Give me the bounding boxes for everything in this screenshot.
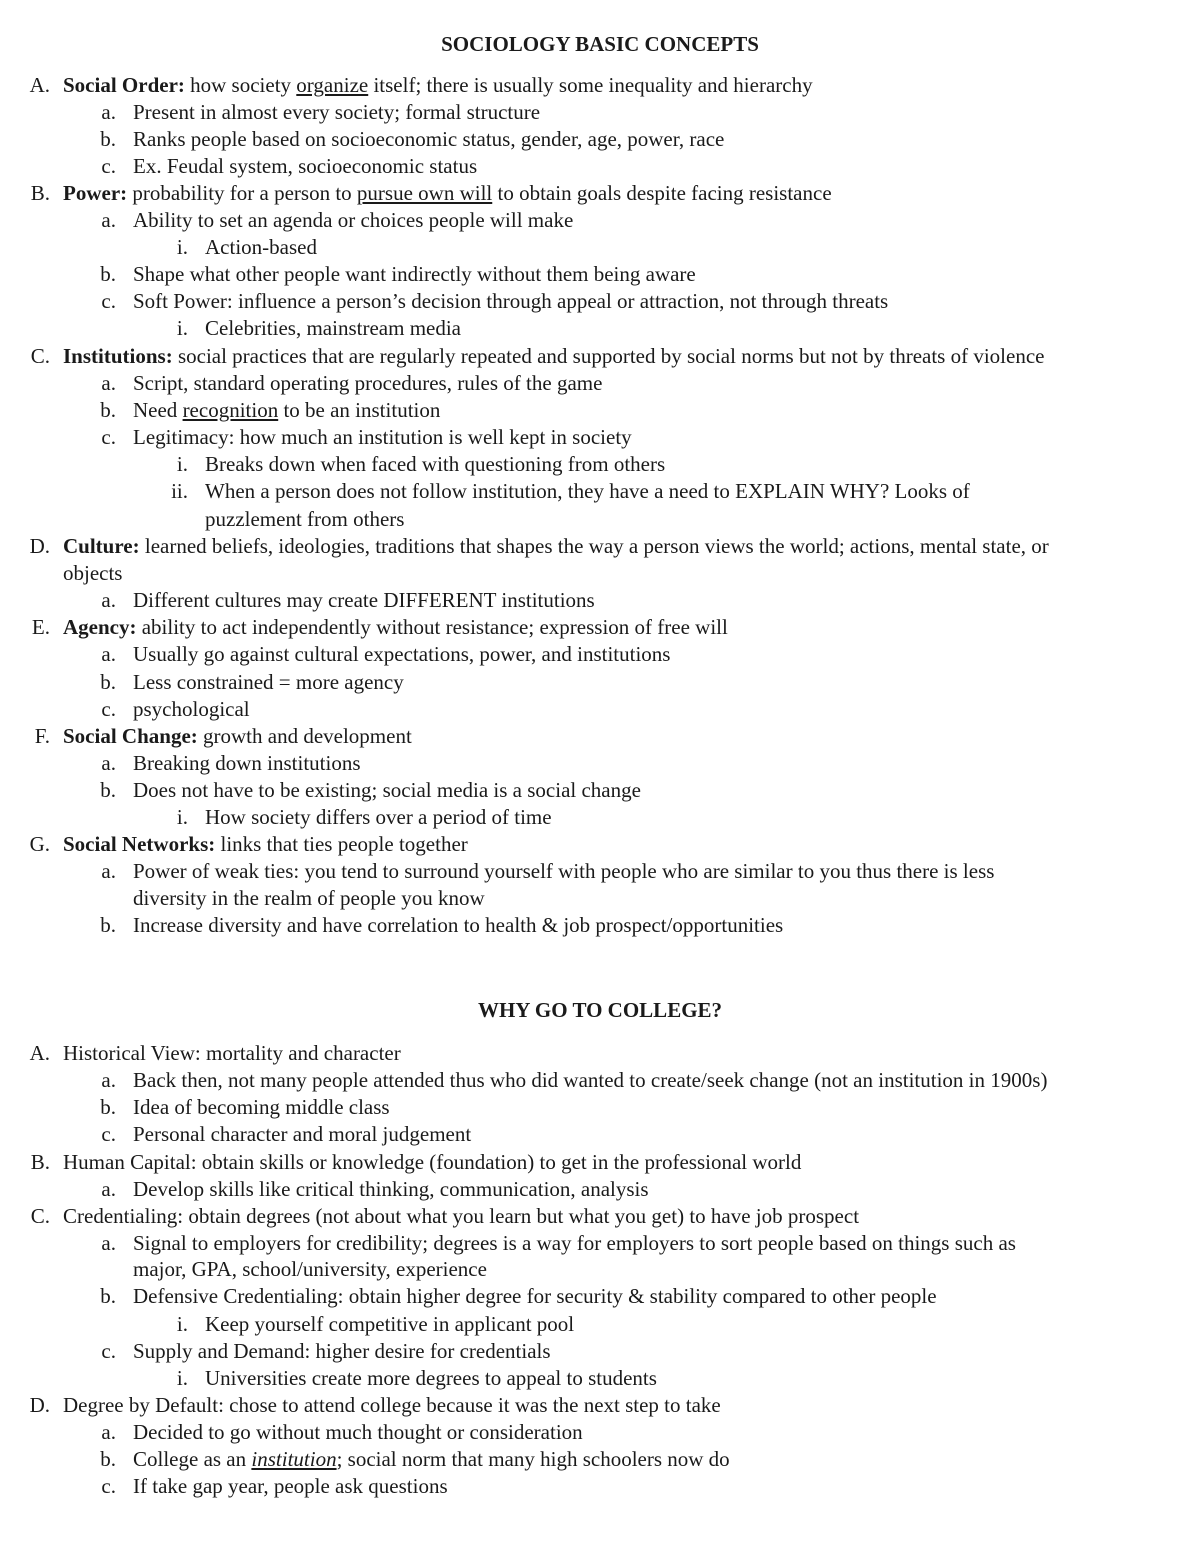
- list-item-continuation: major, GPA, school/university, experience: [133, 1257, 487, 1281]
- list-marker: c.: [101, 425, 116, 449]
- list-item: Legitimacy: how much an institution is well kept in society: [133, 425, 632, 449]
- item-social-networks: [63, 831, 468, 858]
- list-marker: C.: [30, 1204, 50, 1228]
- list-item: Personal character and moral judgement: [133, 1122, 472, 1146]
- list-item-continuation: puzzlement from others: [205, 507, 405, 531]
- definition-text: probability for a person to: [127, 181, 357, 205]
- item-agency: [63, 614, 728, 641]
- definition-text: how society: [184, 73, 297, 97]
- underlined-text: pursue own will: [356, 181, 493, 205]
- list-item-text: Need: [133, 398, 183, 422]
- list-item: Script, standard operating procedures, rules of the game: [133, 371, 603, 395]
- list-item: Universities create more degrees to appeal to students: [205, 1366, 657, 1390]
- list-item: psychological: [133, 697, 250, 721]
- list-marker: F.: [34, 724, 50, 748]
- term-culture: Culture:: [63, 534, 140, 558]
- emphasized-text: institution: [251, 1447, 337, 1471]
- term-agency: Agency:: [63, 615, 137, 639]
- list-marker: a.: [101, 859, 116, 883]
- list-marker: a.: [101, 642, 116, 666]
- underlined-text: recognition: [182, 398, 279, 422]
- list-item: Idea of becoming middle class: [133, 1095, 390, 1119]
- list-marker: b.: [100, 913, 116, 937]
- list-marker: a.: [101, 100, 116, 124]
- list-item-continuation: objects: [63, 561, 123, 585]
- list-item: [133, 1446, 730, 1473]
- list-marker: i.: [176, 452, 188, 476]
- item-credentialing: Credentialing: obtain degrees (not about what you learn but what you get) to have job prospect: [63, 1204, 860, 1228]
- list-marker: a.: [101, 588, 116, 612]
- list-item: Power of weak ties: you tend to surround yourself with people who are similar to you thus there is less: [133, 859, 995, 883]
- term-social-networks: Social Networks:: [63, 832, 216, 856]
- list-marker: b.: [100, 670, 116, 694]
- list-marker: a.: [101, 208, 116, 232]
- list-marker: B.: [30, 1150, 50, 1174]
- underlined-text: organize: [296, 73, 369, 97]
- list-marker: c.: [101, 289, 116, 313]
- definition-text: itself; there is usually some inequality and hierarchy: [368, 73, 813, 97]
- list-item: Ranks people based on socioeconomic status, gender, age, power, race: [133, 127, 725, 151]
- list-marker: A.: [29, 1041, 50, 1065]
- list-marker: i.: [176, 1366, 188, 1390]
- list-item-text: to be an institution: [278, 398, 441, 422]
- list-item: Soft Power: influence a person’s decision through appeal or attraction, not through threats: [133, 289, 889, 313]
- list-item: [133, 397, 440, 424]
- item-human-capital: Human Capital: obtain skills or knowledge (foundation) to get in the professional world: [63, 1150, 802, 1174]
- list-marker: a.: [101, 751, 116, 775]
- definition-text: growth and development: [197, 724, 412, 748]
- list-marker: c.: [101, 697, 116, 721]
- list-item-continuation: diversity in the realm of people you know: [133, 886, 485, 910]
- list-item: Present in almost every society; formal structure: [133, 100, 541, 124]
- list-marker: E.: [31, 615, 50, 639]
- list-marker: ii.: [171, 479, 188, 503]
- term-institutions: Institutions:: [63, 344, 173, 368]
- list-marker: b.: [100, 778, 116, 802]
- list-marker: a.: [101, 371, 116, 395]
- list-item: Ex. Feudal system, socioeconomic status: [133, 154, 478, 178]
- list-marker: a.: [101, 1068, 116, 1092]
- list-item-text: College as an: [133, 1447, 252, 1471]
- item-degree-by-default: Degree by Default: chose to attend college because it was the next step to take: [63, 1393, 721, 1417]
- list-item: Ability to set an agenda or choices people will make: [133, 208, 574, 232]
- list-marker: B.: [30, 181, 50, 205]
- list-marker: G.: [29, 832, 50, 856]
- section-title-sociology-basic-concepts: SOCIOLOGY BASIC CONCEPTS: [441, 32, 759, 56]
- list-marker: a.: [101, 1420, 116, 1444]
- list-item: If take gap year, people ask questions: [133, 1474, 448, 1498]
- list-marker: a.: [101, 1177, 116, 1201]
- list-marker: i.: [176, 805, 188, 829]
- item-social-change: [63, 723, 412, 750]
- list-item: Shape what other people want indirectly without them being aware: [133, 262, 696, 286]
- list-item-text: ; social norm that many high schoolers now do: [336, 1447, 730, 1471]
- list-item: Keep yourself competitive in applicant pool: [205, 1312, 575, 1336]
- list-marker: i.: [176, 1312, 188, 1336]
- definition-text: ability to act independently without resistance; expression of free will: [136, 615, 728, 639]
- list-marker: a.: [101, 1231, 116, 1255]
- item-culture: [63, 533, 1049, 560]
- list-marker: A.: [29, 73, 50, 97]
- item-historical-view: Historical View: mortality and character: [63, 1041, 401, 1065]
- section-title-why-go-to-college: WHY GO TO COLLEGE?: [477, 998, 723, 1022]
- list-item: Breaks down when faced with questioning from others: [205, 452, 666, 476]
- list-item: How society differs over a period of time: [205, 805, 552, 829]
- list-marker: b.: [100, 127, 116, 151]
- item-power: [63, 180, 832, 207]
- list-marker: c.: [101, 1122, 116, 1146]
- definition-text: to obtain goals despite facing resistance: [492, 181, 832, 205]
- list-item: Signal to employers for credibility; degrees is a way for employers to sort people based on things such as: [133, 1231, 1016, 1255]
- list-marker: b.: [100, 1095, 116, 1119]
- list-item: When a person does not follow institution, they have a need to EXPLAIN WHY? Looks of: [205, 479, 970, 503]
- list-marker: b.: [100, 1284, 116, 1308]
- list-marker: i.: [176, 235, 188, 259]
- list-marker: c.: [101, 1474, 116, 1498]
- item-social-order: [63, 72, 813, 99]
- list-item: Different cultures may create DIFFERENT institutions: [133, 588, 595, 612]
- list-item: Breaking down institutions: [133, 751, 361, 775]
- list-marker: D.: [29, 1393, 50, 1417]
- list-item: Does not have to be existing; social media is a social change: [133, 778, 641, 802]
- list-marker: C.: [30, 344, 50, 368]
- term-power: Power:: [63, 181, 128, 205]
- item-institutions: [63, 343, 1044, 370]
- list-item: Celebrities, mainstream media: [205, 316, 461, 340]
- list-marker: b.: [100, 1447, 116, 1471]
- list-item: Action-based: [205, 235, 317, 259]
- definition-text: social practices that are regularly repeated and supported by social norms but not by threats of violence: [172, 344, 1045, 368]
- definition-text: links that ties people together: [215, 832, 468, 856]
- list-item: Develop skills like critical thinking, communication, analysis: [133, 1177, 649, 1201]
- list-item: Usually go against cultural expectations, power, and institutions: [133, 642, 671, 666]
- list-item: Decided to go without much thought or consideration: [133, 1420, 583, 1444]
- definition-text: learned beliefs, ideologies, traditions that shapes the way a person views the world; actions, mental state, or: [139, 534, 1049, 558]
- list-item: Less constrained = more agency: [133, 670, 404, 694]
- list-marker: b.: [100, 262, 116, 286]
- term-social-order: Social Order:: [63, 73, 185, 97]
- list-item: Defensive Credentialing: obtain higher degree for security & stability compared to other people: [133, 1284, 937, 1308]
- list-marker: b.: [100, 398, 116, 422]
- list-marker: c.: [101, 154, 116, 178]
- term-social-change: Social Change:: [63, 724, 198, 748]
- list-item: Back then, not many people attended thus who did wanted to create/seek change (not an institution in 1900s): [133, 1068, 1048, 1092]
- list-marker: c.: [101, 1339, 116, 1363]
- list-item: Increase diversity and have correlation to health & job prospect/opportunities: [133, 913, 784, 937]
- list-item: Supply and Demand: higher desire for credentials: [133, 1339, 551, 1363]
- list-marker: D.: [29, 534, 50, 558]
- list-marker: i.: [176, 316, 188, 340]
